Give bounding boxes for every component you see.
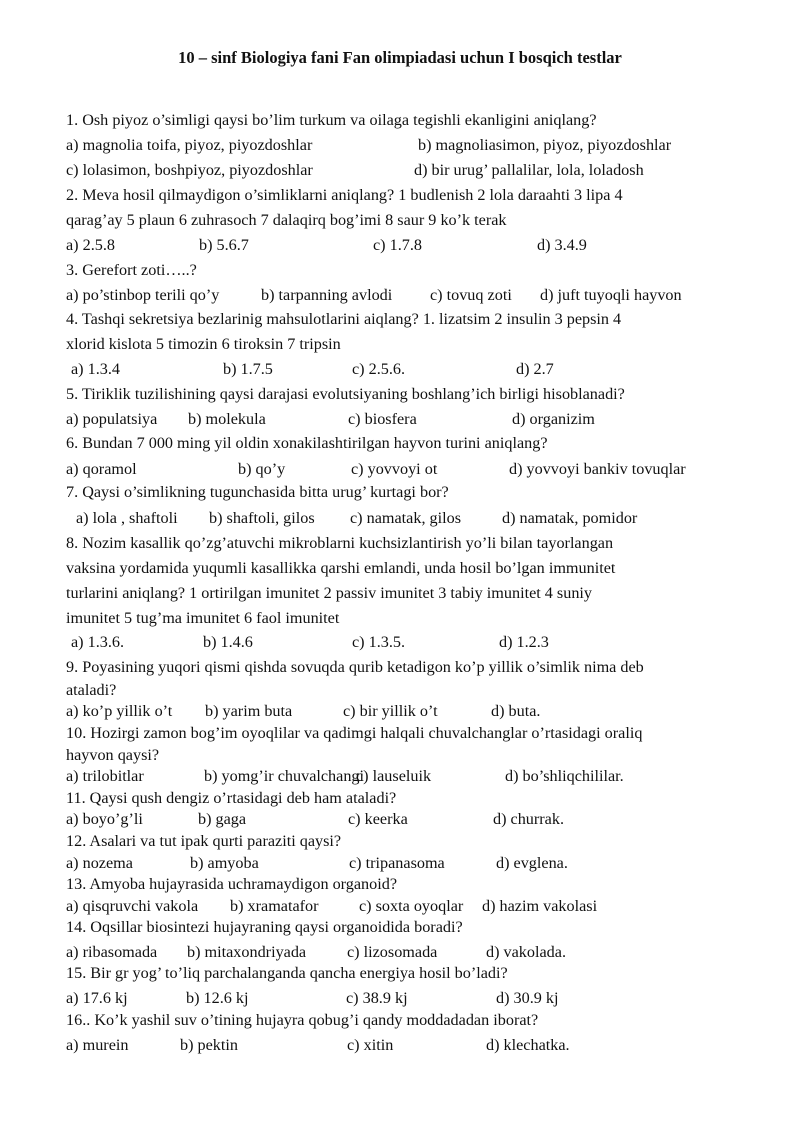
question-7-option: c) namatak, gilos (350, 509, 462, 527)
question-5-option: d) organizim (512, 410, 595, 428)
question-4-option: d) 2.7 (516, 360, 554, 378)
question-4-text: 4. Tashqi sekretsiya bezlarinig mahsulotlarini aiqlang? 1. lizatsim 2 insulin 3 pepsin 4 (66, 310, 622, 328)
question-1-options-row (66, 158, 766, 182)
question-10-text: hayvon qaysi? (66, 746, 160, 764)
question-10-option: d) bo’shliqchililar. (505, 767, 624, 785)
question-1-option: a) magnolia toifa, piyoz, piyozdoshlar (66, 136, 313, 154)
question-6-text: 6. Bundan 7 000 ming yil oldin xonakilashtirilgan hayvon turini aniqlang? (66, 434, 548, 452)
question-14-text: 14. Oqsillar biosintezi hujayraning qaysi organoidida boradi? (66, 918, 463, 936)
question-8-text: imunitet 5 tug’ma imunitet 6 faol imunitet (66, 609, 340, 627)
question-1-options-row (66, 133, 766, 157)
question-9-options-row (66, 699, 766, 723)
question-5-option: b) molekula (188, 410, 266, 428)
question-2-text: 2. Meva hosil qilmaydigon o’simliklarni aniqlang? 1 budlenish 2 lola daraahti 3 lipa 4 (66, 186, 623, 204)
question-8-option: b) 1.4.6 (203, 633, 253, 651)
question-9-text: ataladi? (66, 681, 117, 699)
question-7-option: a) lola , shaftoli (76, 509, 178, 527)
question-15-text: 15. Bir gr yog’ to’liq parchalanganda qancha energiya hosil bo’ladi? (66, 964, 508, 982)
question-10-options-row (66, 764, 766, 788)
question-15-option: b) 12.6 kj (186, 989, 249, 1007)
question-13-text: 13. Amyoba hujayrasida uchramaydigon organoid? (66, 875, 398, 893)
question-2-option: a) 2.5.8 (66, 236, 115, 254)
question-8-option: a) 1.3.6. (71, 633, 125, 651)
question-11-options-row (66, 807, 766, 831)
question-14-option: d) vakolada. (486, 943, 567, 961)
question-16-option: b) pektin (180, 1036, 238, 1054)
question-13-option: c) soxta oyoqlar (359, 897, 464, 915)
question-14-option: b) mitaxondriyada (187, 943, 307, 961)
question-15-option: a) 17.6 kj (66, 989, 128, 1007)
question-16-option: a) murein (66, 1036, 129, 1054)
question-11-option: d) churrak. (493, 810, 565, 828)
question-1-option: b) magnoliasimon, piyoz, piyozdoshlar (418, 136, 672, 154)
question-9-option: a) ko’p yillik o’t (66, 702, 173, 720)
question-2-options-row (66, 233, 766, 257)
question-7-options-row (66, 506, 766, 530)
question-3-text: 3. Gerefort zoti…..? (66, 261, 197, 279)
question-5-options-row (66, 407, 766, 431)
question-12-option: c) tripanasoma (349, 854, 445, 872)
question-5-option: a) populatsiya (66, 410, 158, 428)
question-7-option: b) shaftoli, gilos (209, 509, 315, 527)
question-6-options-row (66, 457, 766, 481)
question-1-text: 1. Osh piyoz o’simligi qaysi bo’lim turkum va oilaga tegishli ekanligini aniqlang? (66, 111, 597, 129)
question-10-text: 10. Hozirgi zamon bog’im oyoqlilar va qadimgi halqali chuvalchanglar o’rtasidagi oraliq (66, 724, 643, 742)
question-16-option: c) xitin (347, 1036, 394, 1054)
question-11-option: b) gaga (198, 810, 247, 828)
question-4-options-row (66, 357, 766, 381)
question-3-option: c) tovuq zoti (430, 286, 512, 304)
question-15-option: c) 38.9 kj (346, 989, 408, 1007)
question-7-text: 7. Qaysi o’simlikning tugunchasida bitta urug’ kurtagi bor? (66, 483, 449, 501)
question-3-options-row (66, 283, 766, 307)
question-8-text: 8. Nozim kasallik qo’zg’atuvchi mikroblarni kuchsizlantirish yo’li bilan tayorlangan (66, 534, 614, 552)
question-6-option: c) yovvoyi ot (351, 460, 438, 478)
question-13-option: b) xramatafor (230, 897, 319, 915)
question-12-option: a) nozema (66, 854, 133, 872)
question-6-option: a) qoramol (66, 460, 137, 478)
question-4-option: a) 1.3.4 (71, 360, 120, 378)
question-2-option: c) 1.7.8 (373, 236, 422, 254)
question-15-options-row (66, 986, 766, 1010)
question-8-text: turlarini aniqlang? 1 ortirilgan imunitet 2 passiv imunitet 3 tabiy imunitet 4 suniy (66, 584, 593, 602)
question-11-option: c) keerka (348, 810, 408, 828)
question-9-option: c) bir yillik o’t (343, 702, 438, 720)
question-2-text: qarag’ay 5 plaun 6 zuhrasoch 7 dalaqirq bog’imi 8 saur 9 ko’k terak (66, 211, 507, 229)
question-3-option: d) juft tuyoqli hayvon (540, 286, 682, 304)
question-4-option: b) 1.7.5 (223, 360, 273, 378)
question-8-option: c) 1.3.5. (352, 633, 406, 651)
question-12-text: 12. Asalari va tut ipak qurti paraziti qaysi? (66, 832, 342, 850)
question-11-text: 11. Qaysi qush dengiz o’rtasidagi deb ham ataladi? (66, 789, 397, 807)
question-14-option: c) lizosomada (347, 943, 438, 961)
question-12-option: d) evglena. (496, 854, 568, 872)
question-12-option: b) amyoba (190, 854, 259, 872)
question-11-option: a) boyo’g’li (66, 810, 143, 828)
question-7-option: d) namatak, pomidor (502, 509, 638, 527)
question-9-option: b) yarim buta (205, 702, 293, 720)
question-9-option: d) buta. (491, 702, 541, 720)
question-10-option: a) trilobitlar (66, 767, 144, 785)
question-6-option: b) qo’y (238, 460, 286, 478)
question-16-text: 16.. Ko’k yashil suv o’tining hujayra qobug’i qandy moddadadan iborat? (66, 1011, 539, 1029)
document-title: 10 – sinf Biologiya fani Fan olimpiadasi uchun I bosqich testlar (178, 48, 622, 67)
question-2-option: b) 5.6.7 (199, 236, 249, 254)
question-8-option: d) 1.2.3 (499, 633, 549, 651)
question-3-option: a) po’stinbop terili qo’y (66, 286, 220, 304)
question-16-option: d) klechatka. (486, 1036, 570, 1054)
question-4-option: c) 2.5.6. (352, 360, 406, 378)
question-6-option: d) yovvoyi bankiv tovuqlar (509, 460, 686, 478)
question-16-options-row (66, 1033, 766, 1057)
question-5-option: c) biosfera (348, 410, 417, 428)
question-14-option: a) ribasomada (66, 943, 158, 961)
question-13-option: d) hazim vakolasi (482, 897, 598, 915)
question-2-option: d) 3.4.9 (537, 236, 587, 254)
question-15-option: d) 30.9 kj (496, 989, 559, 1007)
question-1-option: d) bir urug’ pallalilar, lola, loladosh (414, 161, 644, 179)
question-1-option: c) lolasimon, boshpiyoz, piyozdoshlar (66, 161, 313, 179)
question-9-text: 9. Poyasining yuqori qismi qishda sovuqda qurib ketadigon ko’p yillik o’simlik nima deb (66, 658, 644, 676)
question-13-option: a) qisqruvchi vakola (66, 897, 199, 915)
question-10-option: c) lauseluik (356, 767, 432, 785)
question-8-options-row (66, 630, 766, 654)
question-10-option: b) yomg’ir chuvalchangi (204, 767, 365, 785)
question-8-text: vaksina yordamida yuqumli kasallikka qarshi emlandi, unda hosil bo’lgan immunitet (66, 559, 616, 577)
question-3-option: b) tarpanning avlodi (261, 286, 393, 304)
question-5-text: 5. Tiriklik tuzilishining qaysi darajasi evolutsiyaning boshlang’ich birligi hisoblanadi? (66, 385, 625, 403)
question-4-text: xlorid kislota 5 timozin 6 tiroksin 7 tripsin (66, 335, 341, 353)
